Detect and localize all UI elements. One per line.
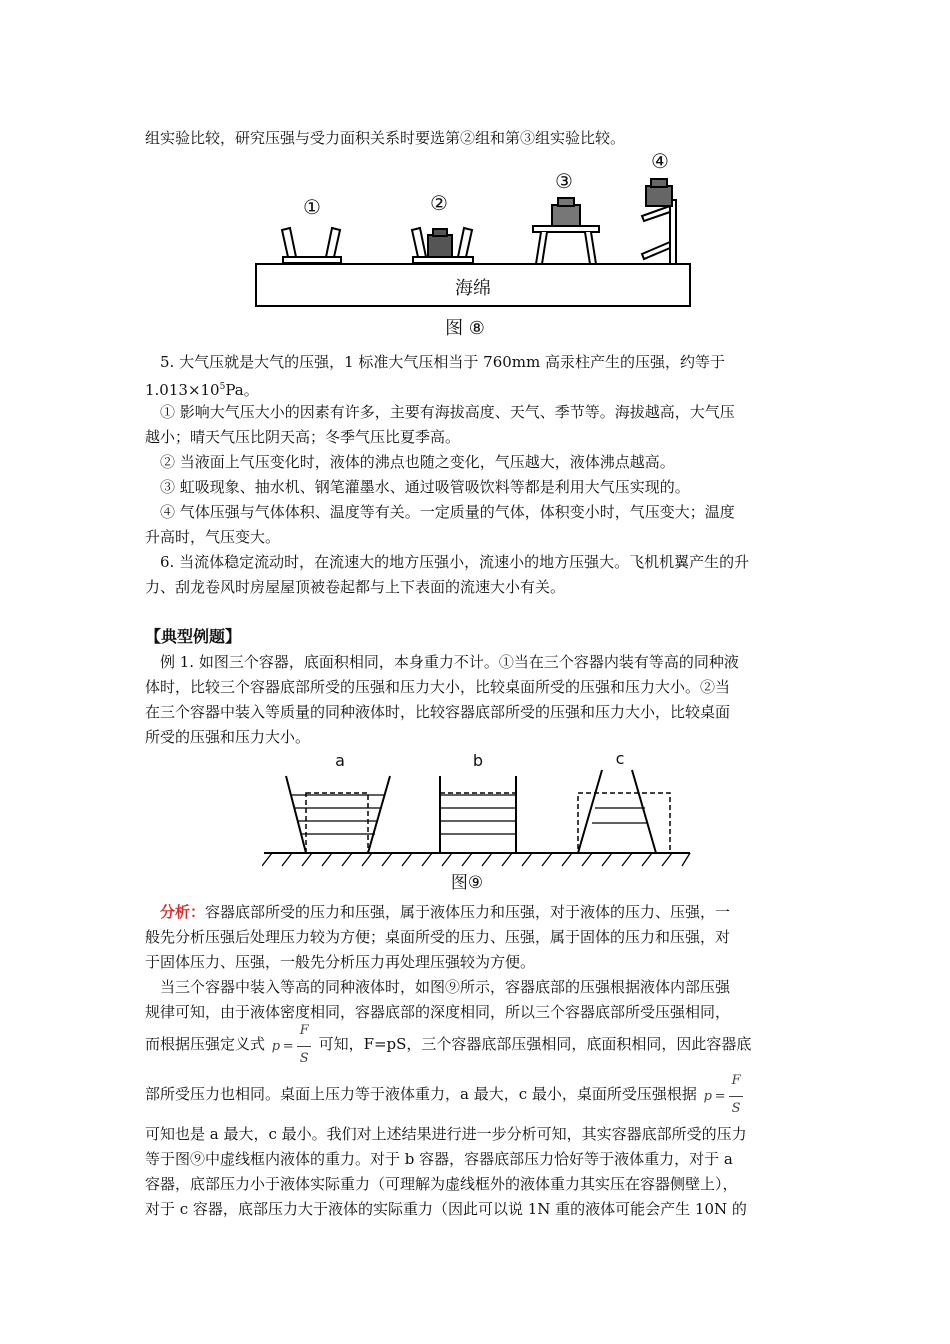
paragraph-line: 5. 大气压就是大气的压强，1 标准大气压相当于 760mm 高汞柱产生的压强，约等于 xyxy=(160,353,726,371)
label-2: ② xyxy=(430,191,448,215)
setup-3 xyxy=(533,198,599,264)
container-c xyxy=(578,770,670,853)
paragraph-line: ① 影响大气压大小的因素有许多，主要有海拔高度、天气、季节等。海拔越高，大气压 xyxy=(160,403,735,421)
container-a xyxy=(286,776,390,853)
paragraph-line: ③ 虹吸现象、抽水机、钢笔灌墨水、通过吸管吸饮料等都是利用大气压实现的。 xyxy=(160,478,690,496)
paragraph-line: ④ 气体压强与气体体积、温度等有关。一定质量的气体，体积变小时，气压变大；温度 xyxy=(160,503,735,521)
paragraph-line: 所受的压强和压力大小。 xyxy=(145,728,311,746)
figure-9-containers xyxy=(262,748,692,894)
paragraph-line: 体时，比较三个容器底部所受的压强和压力大小，比较桌面所受的压强和压力大小。②当 xyxy=(145,678,731,696)
analysis-label: 分析： xyxy=(160,903,206,921)
paragraph-line: 例 1. 如图三个容器，底面积相同，本身重力不计。①当在三个容器内装有等高的同种液 xyxy=(160,653,739,671)
paragraph-line: 越小；晴天气压比阴天高；冬季气压比夏季高。 xyxy=(145,428,461,446)
figure-9-caption: 图⑨ xyxy=(450,873,484,893)
paragraph-line: 6. 当流体稳定流动时，在流速大的地方压强小，流速小的地方压强大。飞机机翼产生的升 xyxy=(160,553,750,571)
paragraph-line: 当三个容器中装入等高的同种液体时，如图⑨所示，容器底部的压强根据液体内部压强 xyxy=(160,978,731,996)
container-c-label: c xyxy=(615,749,625,768)
container-a-label: a xyxy=(335,751,345,770)
setup-1 xyxy=(282,228,341,263)
paragraph-line: 般先分析压强后处理压力较为方便；桌面所受的压力、压强，属于固体的压力和压强，对 xyxy=(145,928,731,946)
paragraph-line: 容器，底部压力小于液体实际重力（可理解为虚线框外的液体重力其实压在容器侧壁上）， xyxy=(145,1175,738,1193)
container-b xyxy=(440,776,516,853)
paragraph-line: 可知也是 a 最大，c 最小。我们对上述结果进行进一步分析可知，其实容器底部所受的压力 xyxy=(145,1125,747,1143)
paragraph-line: 部所受压力也相同。桌面上压力等于液体重力，a 最大，c 最小，桌面所受压强根据 p = F S xyxy=(145,1084,746,1105)
paragraph-line: ② 当液面上气压变化时，液体的沸点也随之变化，气压越大，液体沸点越高。 xyxy=(160,453,675,471)
sponge-label: 海绵 xyxy=(455,278,491,299)
container-b-label: b xyxy=(472,751,484,770)
setup-4 xyxy=(642,179,676,264)
paragraph-line: $1.013\times 10^5Pa$。 xyxy=(145,381,259,399)
label-3: ③ xyxy=(555,169,573,193)
ground-hatching xyxy=(262,853,690,866)
paragraph-line: 规律可知，由于液体密度相同，容器底部的深度相同，所以三个容器底部所受压强相同， xyxy=(145,1003,731,1021)
paragraph-line: 对于 c 容器，底部压力大于液体的实际重力（因此可以说 1N 重的液体可能会产生 10N 的 xyxy=(145,1200,747,1218)
pressure-formula: p = F S xyxy=(703,1073,741,1116)
paragraph-line: 等于图⑨中虚线框内液体的重力。对于 b 容器，容器底部压力恰好等于液体重力，对于 a xyxy=(145,1150,733,1168)
paragraph-line: 组实验比较，研究压强与受力面积关系时要选第②组和第③组实验比较。 xyxy=(145,129,626,147)
paragraph-line: 于固体压力、压强，一般先分析压力再处理压强较为方便。 xyxy=(145,953,536,971)
figure-8-caption: 图 ⑧ xyxy=(445,318,485,339)
label-4: ④ xyxy=(651,150,669,173)
figure-8-sponge-experiment xyxy=(250,150,700,350)
pressure-formula: p = F S xyxy=(271,1023,309,1066)
setup-2 xyxy=(412,228,473,263)
paragraph-line: 在三个容器中装入等质量的同种液体时，比较容器底部所受的压强和压力大小，比较桌面 xyxy=(145,703,731,721)
paragraph-line: 升高时，气压变大。 xyxy=(145,528,281,546)
paragraph-line: 力、刮龙卷风时房屋屋顶被卷起都与上下表面的流速大小有关。 xyxy=(145,578,566,596)
paragraph-line: 分析：容器底部所受的压力和压强，属于液体压力和压强，对于液体的压力、压强，一 xyxy=(160,903,731,921)
paragraph-line: 而根据压强定义式 p = F S 可知，F=pS，三个容器底部压强相同，底面积相同，因此容器底 xyxy=(145,1023,752,1066)
label-1: ① xyxy=(303,195,321,219)
section-heading: 【典型例题】 xyxy=(145,627,242,646)
